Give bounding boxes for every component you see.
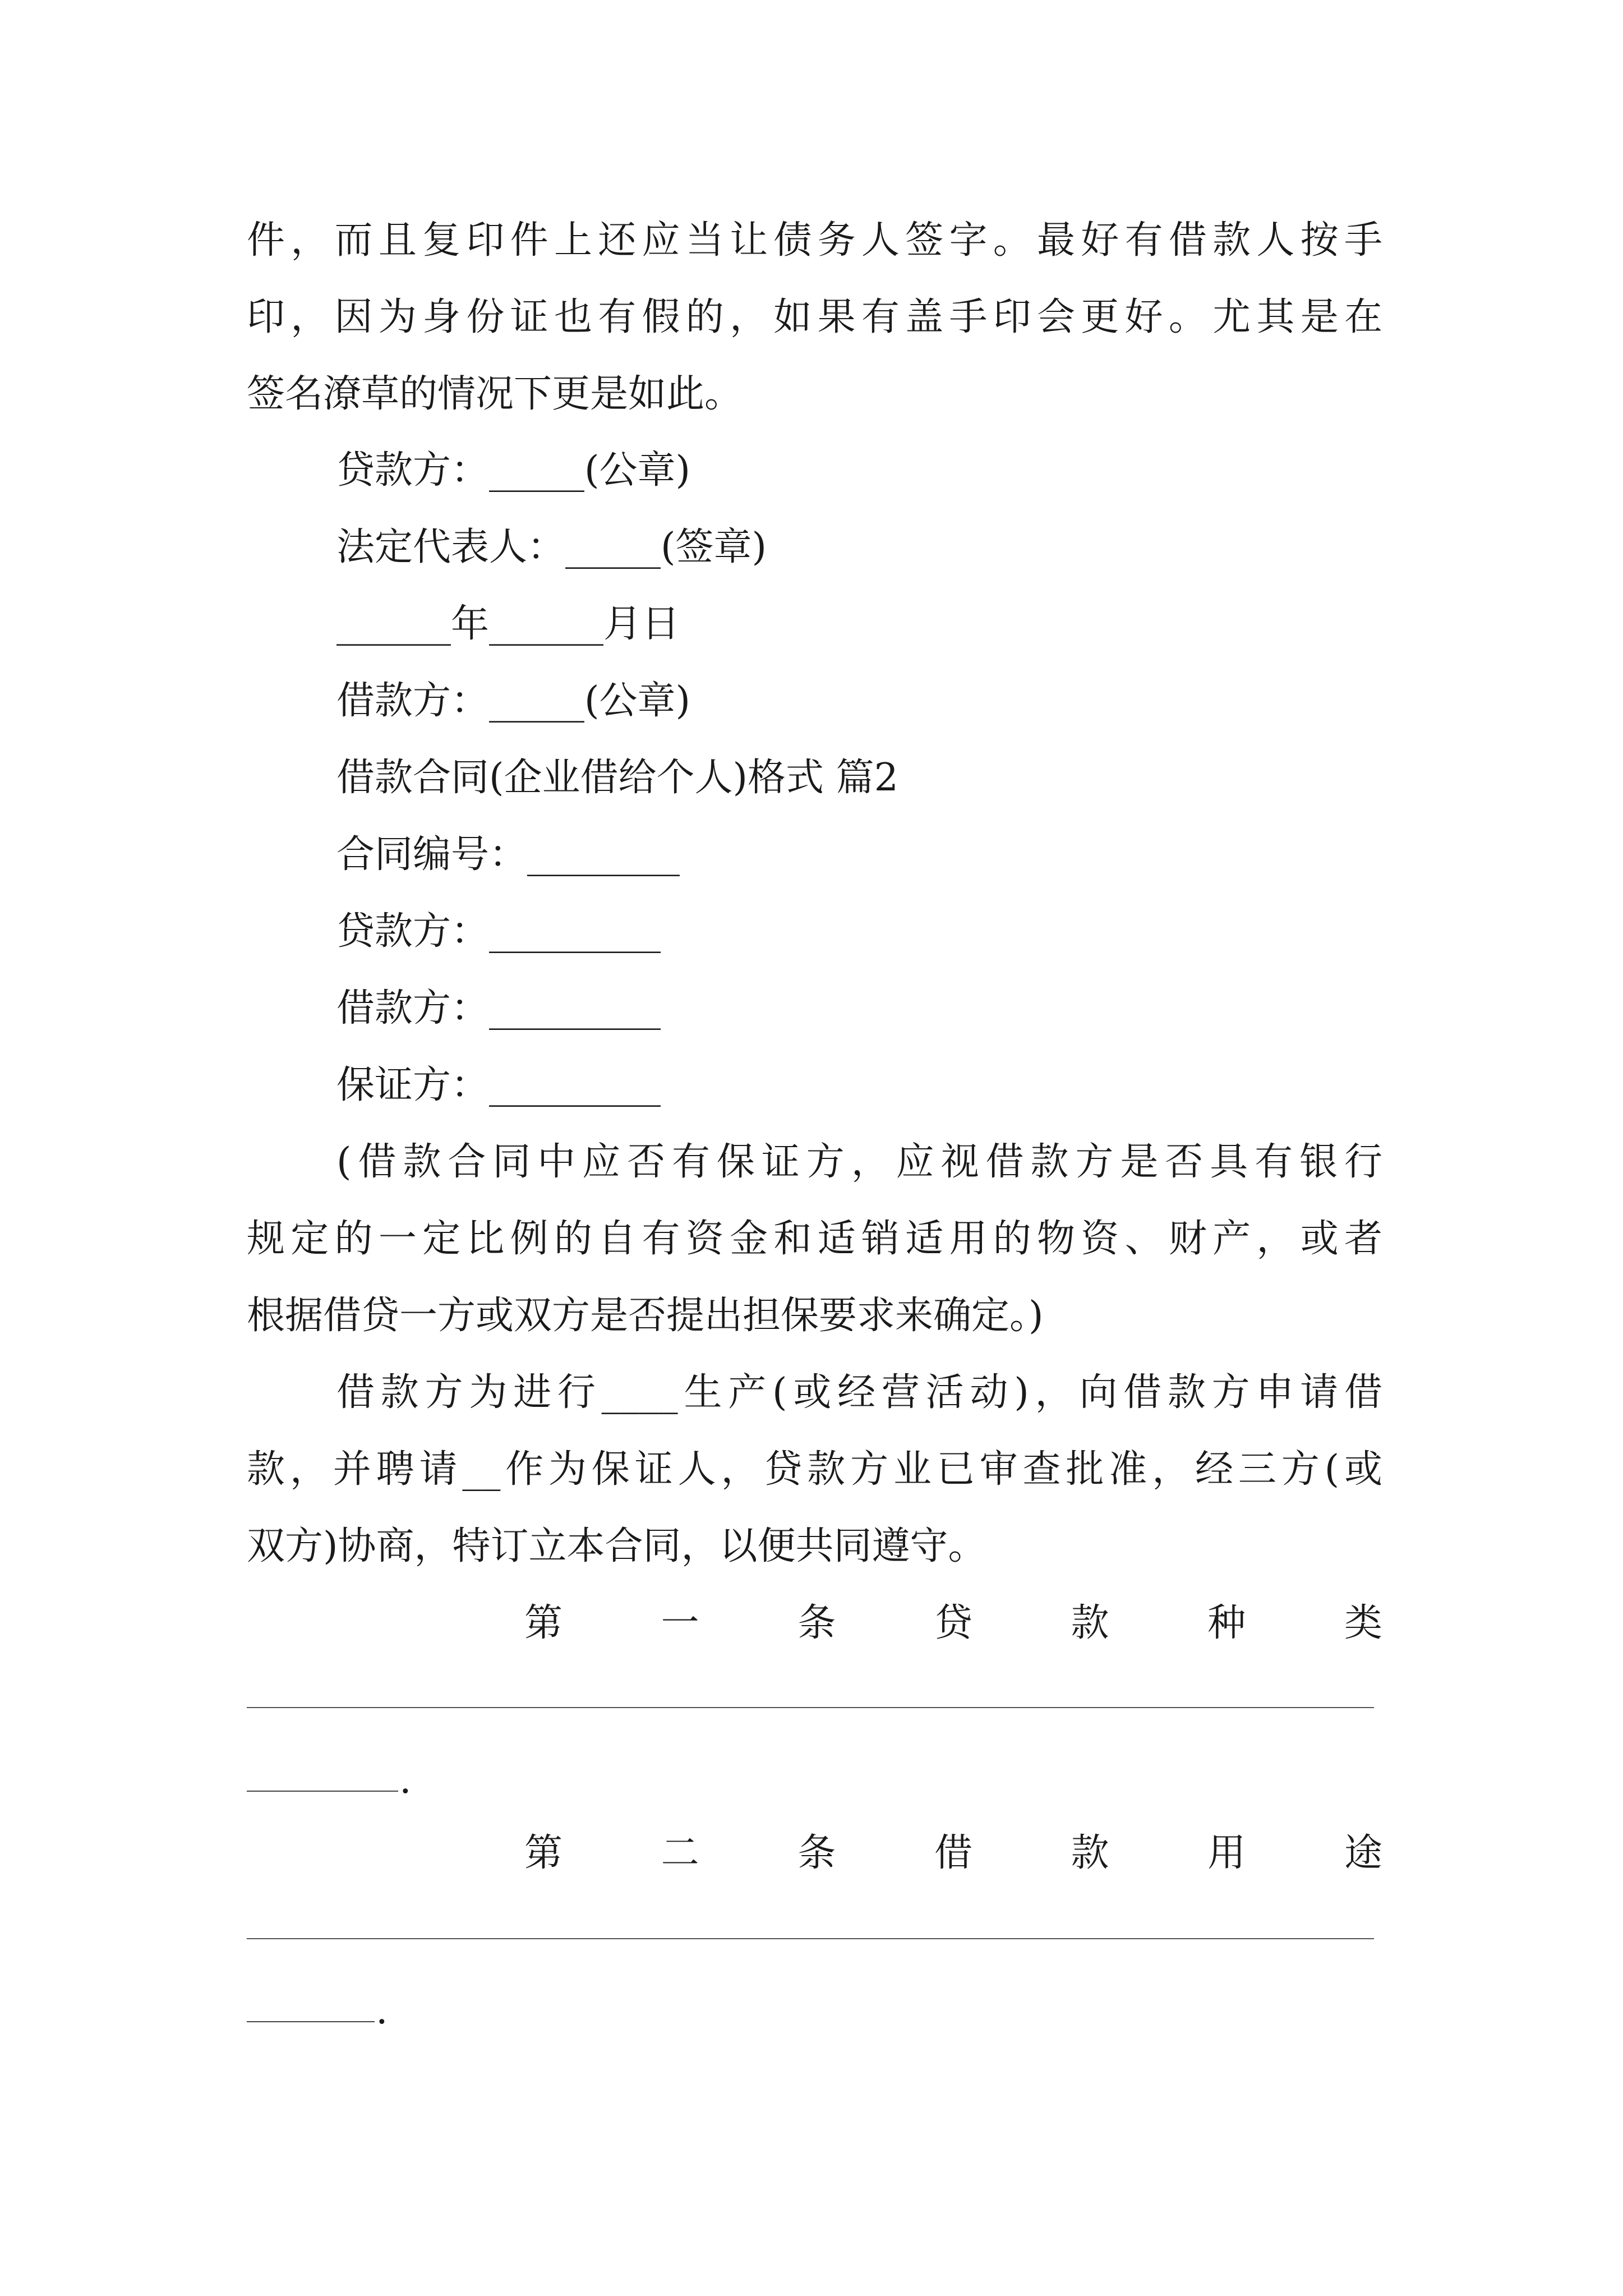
paragraph-line: 签名潦草的情况下更是如此。 [247, 372, 743, 416]
note-line: 根据借贷一方或双方是否提出担保要求来确定。) [247, 1294, 1044, 1338]
contract-number-field: 合同编号：________ [336, 832, 680, 877]
article-2-char: 途 [1344, 1831, 1382, 1875]
article-2-char: 二 [661, 1831, 699, 1875]
lender-seal-line: 贷款方：_____(公章) [336, 448, 691, 493]
article-1-blank-rule [247, 1707, 1374, 1708]
article-1-char: 类 [1344, 1601, 1382, 1645]
article-1-heading [524, 1601, 1382, 1645]
date-line: ______年______月日 [336, 602, 680, 646]
article-2-char: 借 [934, 1831, 972, 1875]
article-1-char: 种 [1207, 1601, 1246, 1645]
lender-field: 贷款方：_________ [336, 909, 661, 954]
legal-representative-line: 法定代表人：_____(签章) [336, 525, 767, 569]
article-2-char: 第 [524, 1831, 563, 1875]
paragraph-line: 印，因为身份证也有假的，如果有盖手印会更好。尤其是在 [247, 295, 1382, 339]
article-1-end-mark: . [399, 1758, 412, 1802]
note-line: (借款合同中应否有保证方，应视借款方是否具有银行 [336, 1140, 1382, 1184]
intro-line: 款，并聘请__作为保证人，贷款方业已审查批准，经三方(或 [247, 1447, 1382, 1492]
article-1-char: 一 [661, 1601, 699, 1645]
article-1-blank-rule-end [247, 1791, 398, 1792]
borrower-seal-line: 借款方：_____(公章) [336, 679, 691, 723]
article-2-blank-rule-end [247, 2021, 375, 2022]
article-2-blank-rule [247, 1938, 1374, 1939]
article-1-char: 第 [524, 1601, 563, 1645]
section-title: 借款合同(企业借给个人)格式 篇2 [336, 756, 898, 800]
article-1-char: 条 [797, 1601, 836, 1645]
paragraph-line: 件，而且复印件上还应当让债务人签字。最好有借款人按手 [247, 218, 1382, 263]
intro-line: 借款方为进行____生产(或经营活动)，向借款方申请借 [336, 1370, 1382, 1415]
borrower-field: 借款方：_________ [336, 986, 661, 1030]
note-line: 规定的一定比例的自有资金和适销适用的物资、财产，或者 [247, 1217, 1382, 1261]
intro-line: 双方)协商，特订立本合同，以便共同遵守。 [247, 1524, 986, 1568]
article-2-char: 条 [797, 1831, 836, 1875]
article-2-heading [524, 1831, 1382, 1875]
article-1-char: 贷 [934, 1601, 972, 1645]
guarantor-field: 保证方：_________ [336, 1063, 661, 1107]
article-2-end-mark: . [376, 1989, 388, 2033]
article-2-char: 款 [1071, 1831, 1109, 1875]
article-2-char: 用 [1207, 1831, 1246, 1875]
article-1-char: 款 [1071, 1601, 1109, 1645]
